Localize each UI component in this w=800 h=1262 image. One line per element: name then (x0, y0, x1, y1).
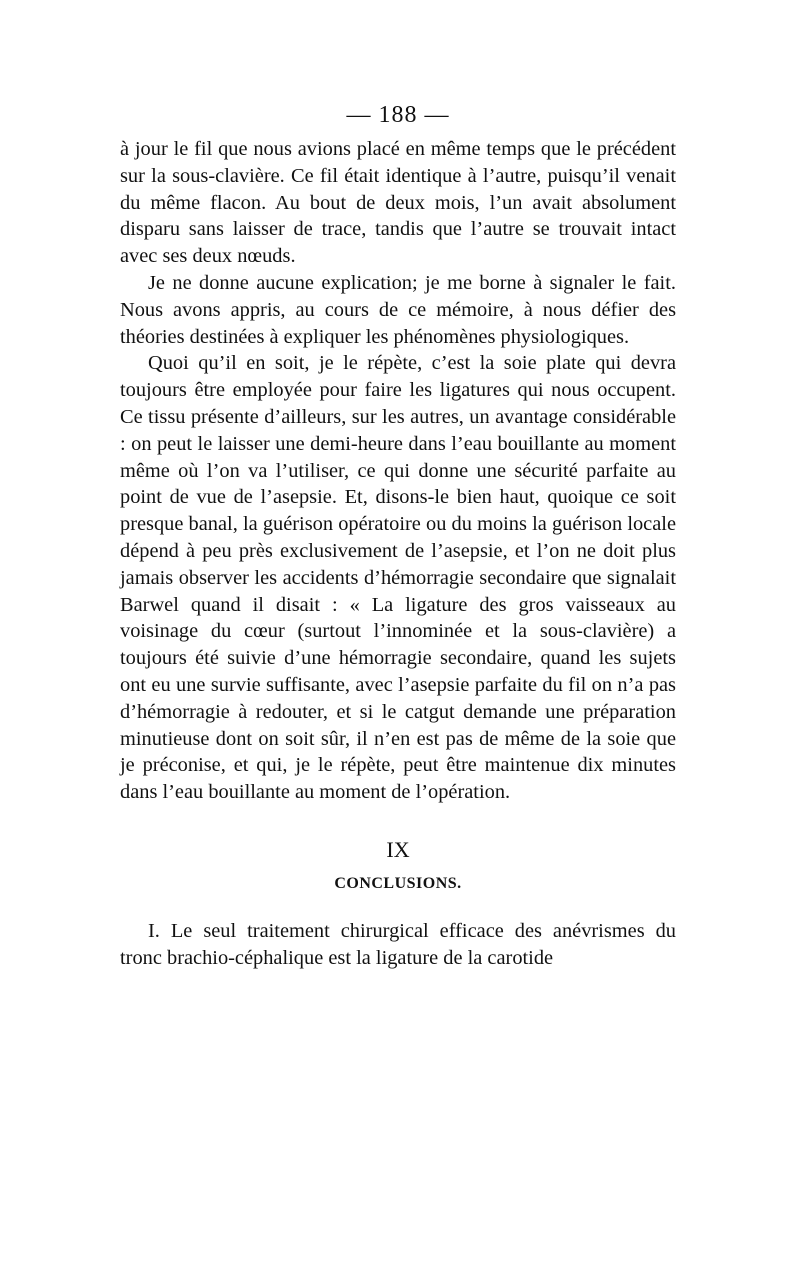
book-page (120, 100, 676, 972)
section-title: CONCLUSIONS. (334, 874, 462, 892)
page-number: — 188 — (346, 102, 450, 128)
section-number: IX (386, 836, 410, 862)
paragraph-continuation: à jour le fil que nous avions placé en même temps que le précédent sur la sous-clavière. Ce fil était identique à l’autre, puisqu’il venait du même flacon. Au bout de deux mois, l’un avait absolument disparu sans laisser de trace, tandis que l’autre se trouvait intact avec ses deux nœuds. (120, 138, 676, 268)
paragraph-explanation: Je ne donne aucune explication; je me borne à signaler le fait. Nous avons appris, au cours de ce mémoire, à nous défier des théories destinées à expliquer les phénomènes physiologiques. (120, 271, 676, 348)
conclusion-paragraph: I. Le seul traitement chirurgical efficace des anévrismes du tronc brachio-céphalique est la ligature de la carotide (120, 919, 676, 969)
paragraph-silk-ligature: Quoi qu’il en soit, je le répète, c’est la soie plate qui devra toujours être employée pour faire les ligatures qui nous occupent. Ce tissu présente d’ailleurs, sur les autres, un avantage considérable : on peut le laisser une demi-heure dans l’eau bouillante au moment même où l’on va l’utiliser, ce qui donne une sécurité parfaite au point de vue de l’asepsie. Et, disons-le bien haut, quoique ce soit presque banal, la guérison opératoire ou du moins la guérison locale dépend à peu près exclusivement de l’asepsie, et l’on ne doit plus jamais observer les accidents d’hémorragie secondaire que signalait Barwel quand il disait : « La ligature des gros vaisseaux au voisinage du cœur (surtout l’innominée et la sous-clavière) a toujours été suivie d’une hémorragie secondaire, quand les sujets ont eu une survie suffisante, avec l’asepsie parfaite du fil on n’a pas d’hémorragie à redouter, et si le catgut demande une préparation minutieuse dont on soit sûr, il n’en est pas de même de la soie que je préconise, et qui, je le répète, peut être maintenue dix minutes dans l’eau bouillante au moment de l’opération. (120, 352, 676, 804)
